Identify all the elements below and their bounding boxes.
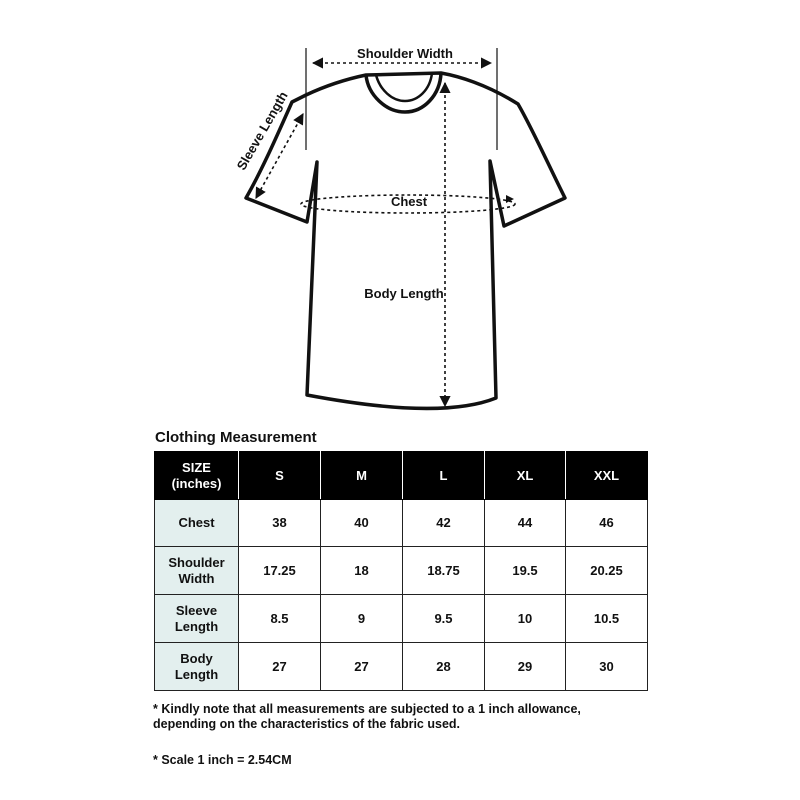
chest-label: Chest <box>390 194 428 209</box>
size-header-l: L <box>403 452 485 500</box>
table-cell: 19.5 <box>485 547 566 595</box>
row-label-shoulder-width: Shoulder Width <box>155 547 239 595</box>
table-cell: 27 <box>321 643 403 691</box>
header-row <box>155 452 648 500</box>
size-table <box>154 451 648 691</box>
row-label-body-length: Body Length <box>155 643 239 691</box>
table-cell: 38 <box>239 500 321 547</box>
size-header-xl: XL <box>485 452 566 500</box>
size-header-xxl: XXL <box>566 452 648 500</box>
table-cell: 10.5 <box>566 595 648 643</box>
table-cell: 29 <box>485 643 566 691</box>
table-row-shoulder-width <box>155 547 648 595</box>
row-label-chest: Chest <box>155 500 239 547</box>
table-row-sleeve-length <box>155 595 648 643</box>
tshirt-outline <box>246 73 565 408</box>
row-label-sleeve-length: Sleeve Length <box>155 595 239 643</box>
size-header-m: M <box>321 452 403 500</box>
shoulder-width-label: Shoulder Width <box>357 46 453 61</box>
table-cell: 42 <box>403 500 485 547</box>
size-corner-header: SIZE (inches) <box>155 452 239 500</box>
table-cell: 30 <box>566 643 648 691</box>
table-cell: 17.25 <box>239 547 321 595</box>
table-cell: 18.75 <box>403 547 485 595</box>
table-title: Clothing Measurement <box>155 429 317 446</box>
table-cell: 9.5 <box>403 595 485 643</box>
table-cell: 20.25 <box>566 547 648 595</box>
allowance-note: * Kindly note that all measurements are subjected to a 1 inch allowance, depending on the characteristics of the fabric used. <box>153 702 581 731</box>
table-cell: 27 <box>239 643 321 691</box>
tshirt-collar-inner <box>376 73 432 101</box>
table-row-chest <box>155 500 648 547</box>
table-cell: 46 <box>566 500 648 547</box>
table-cell: 40 <box>321 500 403 547</box>
sleeve-length-label: Sleeve Length <box>233 88 291 173</box>
body-length-label: Body Length <box>364 286 444 301</box>
table-cell: 9 <box>321 595 403 643</box>
table-row-body-length <box>155 643 648 691</box>
table-cell: 8.5 <box>239 595 321 643</box>
size-header-s: S <box>239 452 321 500</box>
table-cell: 18 <box>321 547 403 595</box>
table-cell: 28 <box>403 643 485 691</box>
scale-note: * Scale 1 inch = 2.54CM <box>153 753 292 767</box>
table-cell: 44 <box>485 500 566 547</box>
table-cell: 10 <box>485 595 566 643</box>
